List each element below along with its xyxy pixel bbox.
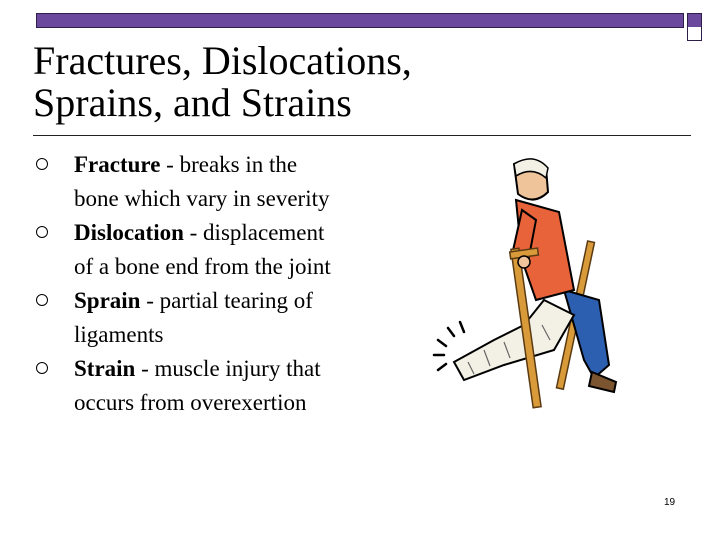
hollow-circle-bullet-icon: [36, 362, 48, 374]
corner-accent-box: [687, 13, 702, 41]
bullet-term: Dislocation: [74, 220, 184, 245]
bullet-term: Strain: [74, 356, 136, 381]
bullet-desc-cont: of a bone end from the joint: [74, 254, 331, 279]
bullet-item-fracture: [36, 148, 406, 216]
bullet-list: [36, 148, 406, 420]
bullet-desc-cont: occurs from overexertion: [74, 390, 307, 415]
title-line-2: Sprains, and Strains: [33, 80, 352, 125]
bullet-desc: - breaks in the: [160, 152, 298, 177]
bullet-term: Sprain: [74, 288, 141, 313]
bullet-desc: - muscle injury that: [135, 356, 321, 381]
slide-title: [33, 40, 412, 124]
hollow-circle-bullet-icon: [36, 226, 48, 238]
bullet-desc-cont: bone which vary in severity: [74, 186, 330, 211]
bullet-term: Fracture: [74, 152, 161, 177]
bullet-item-strain: [36, 352, 406, 420]
bullet-desc: - displacement: [183, 220, 325, 245]
bullet-desc: - partial tearing of: [140, 288, 313, 313]
bullet-desc-cont: ligaments: [74, 322, 164, 347]
hollow-circle-bullet-icon: [36, 158, 48, 170]
hollow-circle-bullet-icon: [36, 294, 48, 306]
title-divider: [33, 135, 691, 136]
bullet-item-dislocation: [36, 216, 406, 284]
injured-man-on-crutches-icon: [424, 150, 656, 440]
page-number: 19: [664, 497, 676, 508]
title-accent-bar: [36, 13, 684, 28]
title-line-1: Fractures, Dislocations,: [33, 38, 412, 83]
bullet-item-sprain: [36, 284, 406, 352]
